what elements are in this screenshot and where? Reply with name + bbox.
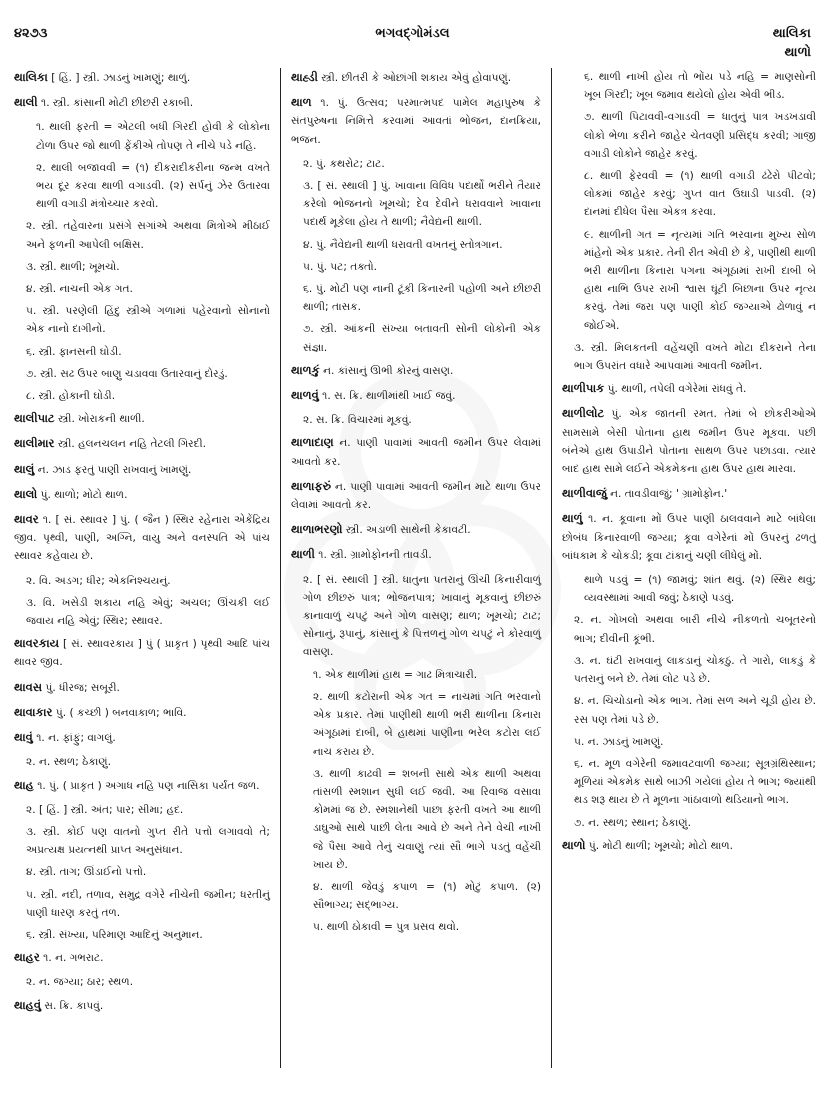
headword: થાલું [14,461,35,476]
dictionary-entry [14,634,270,671]
dictionary-entry [291,545,541,564]
headword: થાહર [14,950,40,965]
definition: પું. થાળી, તપેલી વગેરેમાં રાંધવું તે. [607,383,747,396]
headword: થાવર [14,512,39,527]
headword: થાળીલોટ [562,406,605,421]
headword: થાળવું [291,388,319,403]
definition: ૧. સ્ત્રી. કાંસાની મોટી છીછરી રકાબી. [41,97,194,110]
numbered-sense: ૩. ન. ઘંટી રાખવાનું લાકડાનું ચોકઠું. તે ગારો, લાકડું કે પતરાનું બને છે. તેમાં લોટ પડે છે. [574,654,816,686]
headword: થાલીપાટ [14,411,55,426]
definition: સ. ક્રિ. કાપવું. [44,999,104,1012]
numbered-sense: ૨. [ સં. સ્થાલી ] સ્ત્રી. ધાતુના પતરાનું ઊંચી કિનારીવાળું ગોળ છીછરું પાત્ર; ભોજનપાત્ર; ખાવાનું મૂકવાનું છીછરું કાનાવાળું ચપટું અને ગોળ વાસણ; થાળ; ખૂમચો; ટાટ; સોનાનું, રૂપાનું, કાંસાનું કે પિત્તળનું ગોળ ચપટું ને કોરવાળું વાસણ. [303,573,541,659]
definition: પું. થાળો; મોટો થાળ. [40,488,128,501]
idiom-sense: ૨. થાળી કટોરાની એક ગત = નાચમાં ગતિ ભરવાનો એક પ્રકાર. તેમાં પાણીથી થાળી ભરી થાળીના કિનારા અંગૂઠામાં દાબી, બે હાથમાં પાણીના ભરેલ કટોરા લઈ નાચ કરાય છે. [313,690,541,758]
dictionary-entry [291,477,541,514]
headword: થાવસ [14,679,43,694]
definition: ન. પાણી પાવામાં આવતી જમીન માટે થાળા ઉપર લેવામાં આવતો કર. [291,480,541,512]
guide-word-first: થાલિકા [772,26,811,41]
headword: થાળકું [291,362,320,377]
definition: પું. મોટી થાળી; ખૂમચો; મોટો થાળ. [588,839,734,852]
definition: ન. પાણી પાવામાં આવતી જમીન ઉપર લેવામાં આવતો કર. [291,437,541,468]
dictionary-entry [14,996,270,1015]
page-header [0,0,825,58]
dictionary-entry [14,434,270,453]
numbered-sense: ૮. સ્ત્રી. હોકાની ઘોડી. [26,390,116,403]
idiom-sense: ૬. થાળી નાખી હોય તો ભોંય પડે નહિ = માણસોની ખૂબ ગિરદી; ખૂબ જમાવ થયેલો હોય એવી ભીડ. [584,71,816,102]
headword: થાળાફરું [291,478,332,493]
headword: થાળી [291,547,315,562]
definition: ૧. ન. કૂવાના મોં ઉપર પાણી ઠાલવવાને માટે બાંધેલા છોબંધ કિનારવાળી જગ્યા; કૂવા વગેરેનાં મોં ઉપરનું ઢળતું બાંધકામ કે ચોકડી; કૂવા ટાંકાનું ચણી લીધેલું મોં. [562,513,816,562]
definition: સ્ત્રી. છીતરી કે ઓછાંગી શકાય એવું હોવાપણું. [321,72,512,84]
numbered-sense: ૨. ન. ગોખલો અથવા બારી નીચે નીકળતો ચબૂતરનો ભાગ; દીવીની કૂંભી. [574,614,816,645]
numbered-sense: ૭. સ્ત્રી. સઢ ઉપર બાણુ ચડાવવા ઉતારવાનું દોરડું. [26,367,228,380]
dictionary-entry [562,509,816,565]
dictionary-entry [14,460,270,479]
dictionary-entry [14,93,270,112]
definition: સ્ત્રી. હલનચલન નહિ તેટલી ગિરદી. [57,438,206,451]
numbered-sense: ૫. સ્ત્રી. નદી, તળાવ, સમુદ્ર વગેરે નીચેની જમીન; ધરતીનું પાણી ધારણ કરતું તળ. [26,888,270,919]
dictionary-entry [14,678,270,697]
numbered-sense: ૫. પું. પટ; તક્તો. [303,260,378,273]
idiom-sense: ૩. થાળી કાઢવી = શબની સાથે એક થાળી અથવા તાંસળી સ્મશાન સુધી લઈ જવી. આ રિવાજ વસાવા કોમમાં જ છે. સ્મશાનેથી પાછા ફરતી વખતે આ થાળી ડાઘુઓ સાથે પાછી લેતા આવે છે અને તેને વેચી નાખી જે પૈસા આવે તેનું ચવાણું ત્યાં સૌ ભાગે પડતું વહેંચી ખાય છે. [313,767,541,871]
numbered-sense: ૩. [ સં. સ્થાલી ] પું. ખાવાના વિવિધ પદાર્થો ભરીને તૈયાર કરેલો ભોજનનો ખૂમચો; દેવ દેવીને ધરાવવાને ખાવાના પદાર્થ મૂકેલા હોય તે થાળી; નૈવેદ્યની થાળી. [303,180,541,229]
numbered-sense: ૪. સ્ત્રી. નાચની એક ગત. [26,283,133,296]
definition: ૧. ન. ફાંફું; વાગલું. [36,732,116,745]
numbered-sense: ૪. સ્ત્રી. તાગ; ઊંડાઈનો પત્તો. [26,866,147,879]
idiom-sense: ૧. એક થાળીમાં હાથ = ગાઢ મિત્રાચારી. [313,668,478,681]
dictionary-entry [291,386,541,405]
definition: ન. કાંસાનું ઊભી કોરનું વાસણ. [323,364,454,377]
headword: થાળ [291,95,312,110]
numbered-sense: ૩. સ્ત્રી. થાળી; ખૂમચો. [26,260,120,273]
definition: ૧. ન. ગભરાટ. [43,952,104,965]
dictionary-entry [291,520,541,539]
definition: પું. ધીરજ; સબૂરી. [45,681,120,694]
definition: ૧. સ. ક્રિ. થાળીમાંથી ખાઈ જવું. [322,390,456,403]
headword: થાવાકાર [14,704,53,719]
headword: થાવું [14,730,33,745]
idiom-sense: ૫. થાળી ઠોકાવી = પુત્ર પ્રસવ થવો. [313,921,460,934]
headword: થાળાદાણ [291,435,334,450]
numbered-sense: ૪. ન. ચિચોડાનો એક ભાગ. તેમાં સળ અને ચૂડી હોય છે. રસ પણ તેમાં પડે છે. [574,695,816,726]
headword: થાળાભરણો [291,522,343,537]
numbered-sense: ૨. સ્ત્રી. તહેવારના પ્રસંગે સગાંએ અથવા મિત્રોએ મીઠાઈ અને ફળની આપેલી બક્ષિસ. [26,220,270,251]
numbered-sense: ૪. પું. નૈવેદ્યની થાળી ધરાવતી વખતનું સ્તોત્રગાન. [303,238,503,251]
dictionary-entry [14,703,270,722]
dictionary-entry [14,776,270,795]
column-left [8,68,280,1098]
dictionary-entry [562,379,816,398]
headword: થાહ્ડી [291,70,318,84]
numbered-sense: ૩. સ્ત્રી. મિલકતની વહેંચણી વખતે મોટા દીકરાને તેના ભાગ ઉપરાંત વધારે આપવામાં આવતી જમીન. [574,341,816,373]
numbered-sense: ૭. સ્ત્રી. આંકની સંખ્યા બતાવતી સોની લોકોની એક સંજ્ઞા. [303,323,541,354]
numbered-sense: ૫. ન. ઝાડનું ખામણું. [574,735,664,748]
numbered-sense: ૨. ન. જગ્યા; ઠાર; સ્થળ. [26,976,134,989]
numbered-sense: ૬. પું. મોટી પણ નાની ટૂંકી કિનારની પહોળી અને છીછરી થાળી; તાસક. [303,283,541,314]
column-right [552,68,820,1098]
numbered-sense: ૨. વિ. અડગ; ધીર; એકનિશ્ચયનું. [26,574,171,587]
dictionary-entry [14,485,270,504]
idiom-sense: ૭. થાળી પિટાવવી-વગાડવી = ધાતુનું પાત્ર ખડખડાવી લોકો ભેળા કરીને જાહેર ચેતવણી પ્રસિદ્ધ કરવી; ગાજી વગાડી લોકોને જાહેર કરવું. [584,111,816,160]
numbered-sense: ૨. [ હિં. ] સ્ત્રી. અંત; પાર; સીમા; હદ. [26,803,184,816]
idiom-sense: ૨. થાલી બજાવવી = (૧) દીકરાદીકરીના જન્મ વખતે ભય દૂર કરવા થાળી વગાડવી. (૨) સર્પનું ઝેર ઉતારવા થાળી વગાડી મંત્રોચ્ચાર કરવો. [36,161,270,211]
headword: થાલીમાર [14,436,55,451]
numbered-sense: ૩. વિ. ખસેડી શકાય નહિ એવું; અચલ; ઊંચકી લઈ જવાય નહિ એવું; સ્થિર; સ્થાવર. [26,596,270,628]
numbered-sense: ૨. ન. સ્થળ; ઠેકાણું. [26,756,111,769]
definition: ન. તાવડીવાજું; ' ગ્રામોફોન.' [610,488,728,501]
numbered-sense: ૫. સ્ત્રી. પરણેલી હિંદુ સ્ત્રીએ ગળામાં પહેરવાનો સોનાનો એક નાનો દાગીનો. [26,305,270,336]
headword: થાળીપાક [562,381,605,396]
definition: ૧. સ્ત્રી. ગ્રામોફોનની તાવડી. [318,549,432,562]
definition: સ્ત્રી. ખોરાકની થાળી. [57,413,145,426]
guide-word-last: થાળો [784,45,811,60]
dictionary-entry [562,484,816,503]
dictionary-entry [291,361,541,380]
numbered-sense: ૬. ન. મૂળ વગેરેની જમાવટવાળી જગ્યા; સૂત્રગ્રંથિસ્થાન; મૂળિયાં એકમેક સાથે બાઝી ગયેલાં હોય તે ભાગ; જ્યાંથી થડ શરૂ થાય છે તે મૂળના ગાંઠાવાળો થડિયાનો ભાગ. [574,757,816,807]
dictionary-entry [14,68,270,87]
dictionary-entry [562,836,816,855]
dictionary-entry [14,728,270,747]
headword: થાલિકા [14,70,48,84]
dictionary-entry [14,948,270,967]
book-title: ભગવદ્ગોમંડલ [375,26,450,41]
dictionary-entry [291,68,541,87]
definition: [ સં. સ્થાવરકાય ] પું ( પ્રાકૃત ) પૃથ્વી આદિ પાંચ થાવર જીવ. [14,638,270,669]
definition: [ હિં. ] સ્ત્રી. ઝાડનું ખામણું; થાળું. [51,72,191,84]
dictionary-entry [562,404,816,478]
headword: થાહવું [14,997,41,1012]
numbered-sense: ૬. સ્ત્રી. ફાનસની ઘોડી. [26,345,122,358]
idiom-sense: ૮. થાળી ફેરવવી = (૧) થાળી વગાડી ઢંઢેરો પીટવો; લોકમાં જાહેર કરવું; ગુપ્ત વાત ઉઘાડી પાડવી. (૨) દાનમાં દીધેલ પૈસા એકત્ર કરવા. [584,170,816,219]
idiom-sense: ૧. થાલી ફરતી = એટલી બધી ગિરદી હોવી કે લોકોના ટોળા ઉપર જો થાળી ફેંકીએ તોપણ તે નીચે પડે નહિ. [36,121,270,152]
definition: ૧. [ સં. સ્થાવર ] પું. ( જૈન ) સ્થિર રહેનારા એકેંદ્રિય જીવ. પૃથ્વી, પાણી, અગ્નિ, વાયુ અને વનસ્પતિ એ પાંચ સ્થાવર કહેવાય છે. [14,514,270,563]
numbered-sense: ૩. સ્ત્રી. કોઈ પણ વાતનો ગુપ્ત રીતે પત્તો લગાવવો તે; અપ્રત્યક્ષ પ્રયત્નથી પ્રાપ્ત અનુસંધાન. [26,825,270,857]
definition: ૧. પું. ઉત્સવ; પરમાત્મપદ પામેલ મહાપુરુષ કે સંતપુરુષના નિમિત્તે કરવામાં આવતાં ભોજન, દાનક્રિયા, ભજન. [291,97,541,146]
dictionary-entry [14,409,270,428]
headword: થાળું [562,511,583,526]
column-middle [280,68,552,1068]
definition: પું. એક જાતની રમત. તેમાં બે છોકરીઓએ સામસામે બેસી પોતાના હાથ જમીન ઉપર મૂકવા. પછી બંનેએ હાથ ઉપાડીને પોતાના સાથળ ઉપર પછાડવા. ત્યાર બાદ હાથ સામે લઈને એકમેકના હાથ ઉપર હાથ મારવા. [562,408,816,476]
headword: થાળીવાજું [562,486,607,501]
dictionary-entry [291,93,541,149]
headword: થાલો [14,486,38,501]
headword: થાવરકાય [14,636,60,651]
idiom-sense: થાળે પડવું = (૧) જામવું; શાંત થવું. (૨) સ્થિર થવું; વ્યવસ્થામાં આવી જવું; ઠેકાણે પડવું. [584,574,816,605]
headword: થાળો [562,837,586,852]
idiom-sense: ૪. થાળી જેવડું કપાળ = (૧) મોટું કપાળ. (૨) સૌભાગ્ય; સદ્ભાગ્ય. [313,880,541,912]
numbered-sense: ૨. પું. કથરોટ; ટાટ. [303,157,385,170]
page-number: ૪૨૭૩ [14,26,48,41]
numbered-sense: ૭. ન. સ્થળ; સ્થાન; ઠેકાણું. [574,816,691,829]
definition: સ્ત્રી. અડાળી સાથેની કેકાવટી. [345,524,471,537]
headword: થાલી [14,95,38,110]
definition: પું. ( કચ્છી ) બનવાકાળ; ભાવિ. [55,706,187,719]
dictionary-entry [14,510,270,566]
definition: ન. ઝાડ ફરતું પાણી રાખવાનું ખામણું. [37,463,192,476]
dictionary-columns [8,68,820,1098]
numbered-sense: ૨. સ. ક્રિ. વિચારમાં મૂકવું. [303,414,412,427]
headword: થાહ [14,777,34,792]
idiom-sense: ૯. થાળીની ગત = નૃત્યમાં ગતિ ભરવાના મુખ્ય સોળ માંહેનો એક પ્રકાર. તેની રીત એવી છે કે, પાણીથી થાળી ભરી થાળીના કિનારા પગના અંગૂઠામાં રાખી દાબી બે હાથ નાભિ ઉપર રાખી શ્વાસ ઘૂંટી બિછાના ઉપર નૃત્ય કરવું. તેમાં જરા પણ પાણી કોઈ જગ્યાએ ઢોળાવું ન જોઈએ. [584,228,816,332]
definition: ૧. પું. ( પ્રાકૃત ) અગાધ નહિ પણ નાસિકા પર્યંત જળ. [37,779,260,792]
dictionary-entry [291,433,541,470]
numbered-sense: ૬. સ્ત્રી. સંખ્યા, પરિમાણ આદિનું અનુમાન. [26,928,203,941]
